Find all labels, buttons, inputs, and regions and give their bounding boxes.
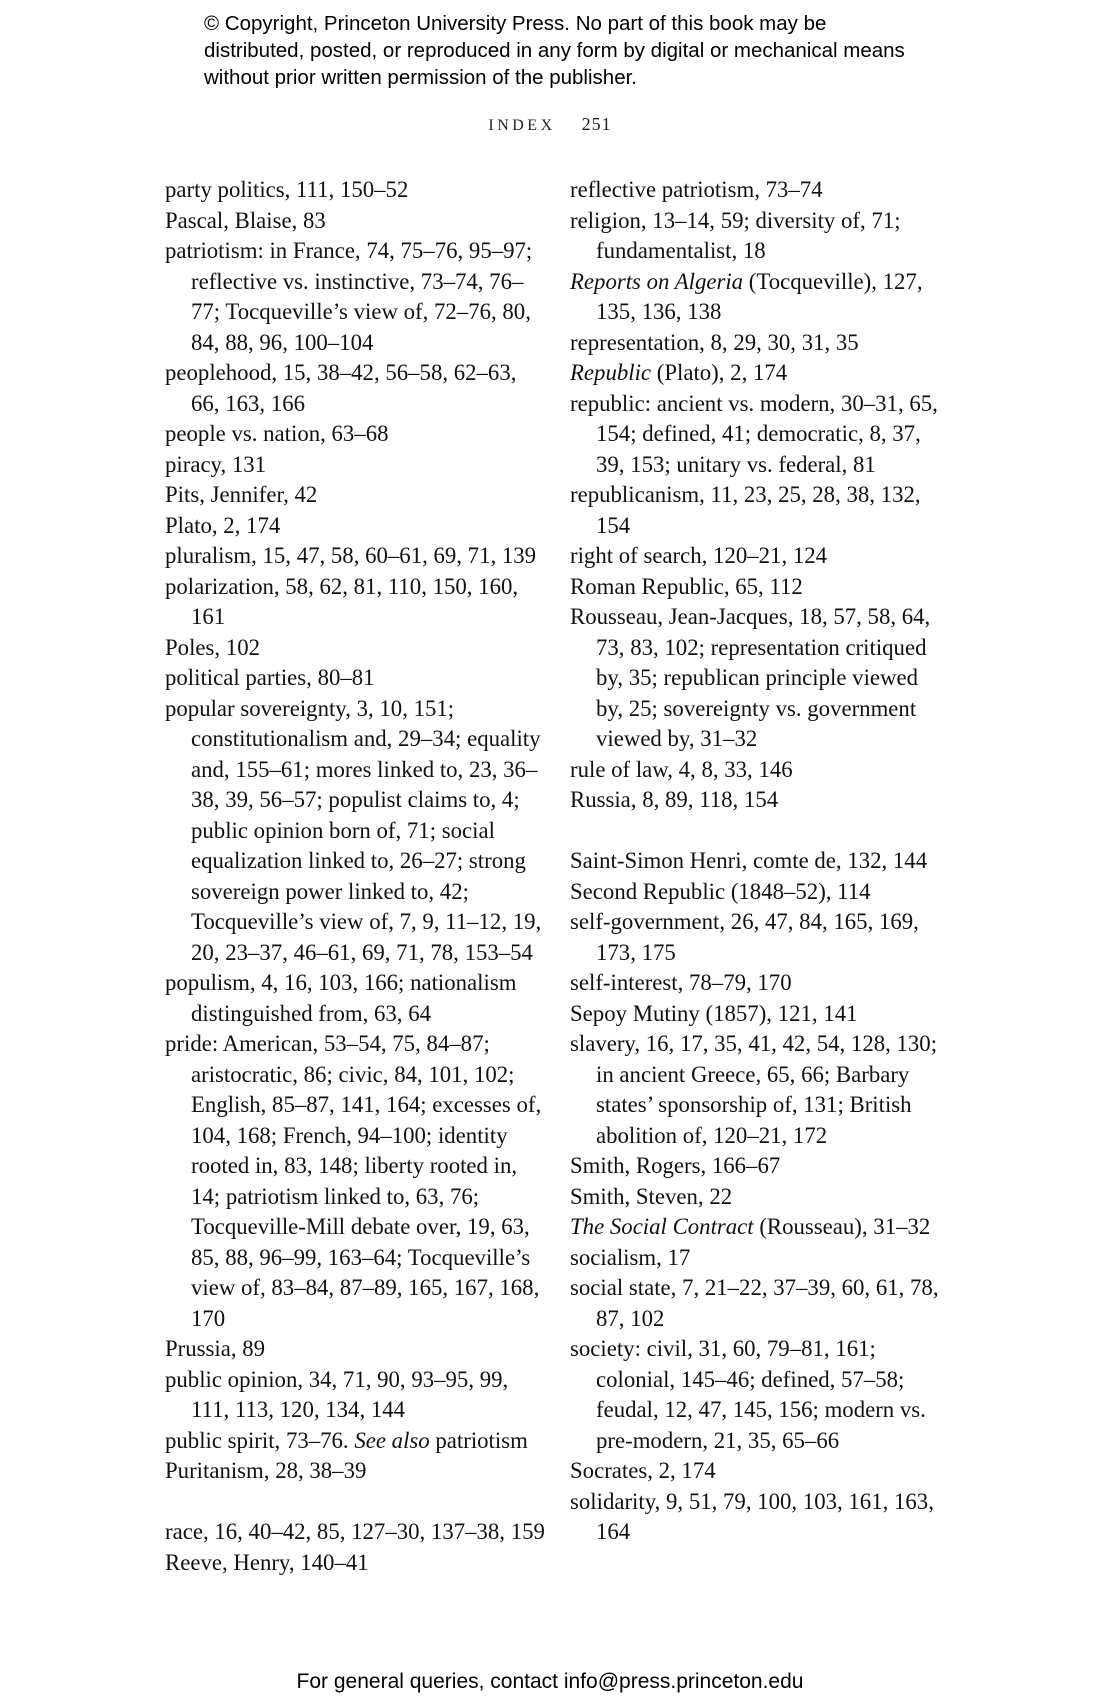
- index-entry: political parties, 80–81: [165, 665, 375, 690]
- index-entry: The Social Contract (Rousseau), 31–32: [570, 1214, 931, 1239]
- index-entry: Smith, Rogers, 166–67: [570, 1153, 781, 1178]
- index-entry: Pits, Jennifer, 42: [165, 482, 318, 507]
- index-entry: party politics, 111, 150–52: [165, 177, 409, 202]
- index-entry: representation, 8, 29, 30, 31, 35: [570, 329, 859, 355]
- index-entry: Republic (Plato), 2, 174: [570, 360, 788, 385]
- index-entry: popular sovereignty, 3, 10, 151; constitutionalism and, 29–34; equality and, 155–61; mores linked to, 23, 36–38, 39, 56–57; populist claims to, 4; public opinion born of, 71; social equalization linked to, 26–27; strong sovereign power linked to, 42; Tocqueville’s view of, 7, 9, 11–12, 19, 20, 23–37, 46–61, 69, 71, 78, 153–54: [165, 695, 542, 965]
- index-entry: Reeve, Henry, 140–41: [165, 1549, 369, 1575]
- index-entry: slavery, 16, 17, 35, 41, 42, 54, 128, 130; in ancient Greece, 65, 66; Barbary states’ sponsorship of, 131; British abolition of, 120–21, 172: [570, 1031, 938, 1148]
- index-entry: self-government, 26, 47, 84, 165, 169, 173, 175: [570, 909, 919, 965]
- index-entry: Plato, 2, 174: [165, 512, 281, 538]
- index-entry: Smith, Steven, 22: [570, 1183, 733, 1209]
- index-entry: public opinion, 34, 71, 90, 93–95, 99, 111, 113, 120, 134, 144: [165, 1366, 509, 1422]
- index-entry: self-interest, 78–79, 170: [570, 970, 792, 995]
- index-entry: people vs. nation, 63–68: [165, 421, 389, 446]
- section-gap: [165, 1487, 545, 1518]
- index-entry: Roman Republic, 65, 112: [570, 573, 803, 599]
- index-entry: right of search, 120–21, 124: [570, 543, 828, 568]
- footer-contact: For general queries, contact info@press.princeton.edu: [296, 1670, 804, 1693]
- index-entry: peoplehood, 15, 38–42, 56–58, 62–63, 66, 163, 166: [165, 360, 517, 416]
- index-entry: republicanism, 11, 23, 25, 28, 38, 132, 154: [570, 482, 921, 538]
- index-entry: populism, 4, 16, 103, 166; nationalism distinguished from, 63, 64: [165, 970, 517, 1026]
- index-column-right: [570, 175, 950, 1548]
- running-head-label: INDEX: [488, 117, 556, 134]
- index-entry: Saint-Simon Henri, comte de, 132, 144: [570, 848, 928, 873]
- index-entry: Rousseau, Jean-Jacques, 18, 57, 58, 64, 73, 83, 102; representation critiqued by, 35; republican principle viewed by, 25; sovereignty vs. government viewed by, 31–32: [570, 604, 931, 751]
- index-entry: Second Republic (1848–52), 114: [570, 878, 871, 904]
- index-entry: Poles, 102: [165, 634, 260, 660]
- index-entry: Reports on Algeria (Tocqueville), 127, 135, 136, 138: [570, 268, 923, 324]
- index-entry: socialism, 17: [570, 1244, 691, 1270]
- index-entry: Prussia, 89: [165, 1336, 266, 1361]
- index-entry: patriotism: in France, 74, 75–76, 95–97; reflective vs. instinctive, 73–74, 76–77; Tocqueville’s view of, 72–76, 80, 84, 88, 96, 100–104: [165, 238, 533, 355]
- section-gap: [570, 816, 950, 847]
- index-entry: pluralism, 15, 47, 58, 60–61, 69, 71, 139: [165, 543, 537, 568]
- index-entry: social state, 7, 21–22, 37–39, 60, 61, 78, 87, 102: [570, 1275, 939, 1331]
- index-entry: rule of law, 4, 8, 33, 146: [570, 756, 793, 782]
- index-entry: solidarity, 9, 51, 79, 100, 103, 161, 163, 164: [570, 1488, 934, 1544]
- index-entry: public spirit, 73–76. See also patriotism: [165, 1427, 528, 1453]
- index-entry: society: civil, 31, 60, 79–81, 161; colonial, 145–46; defined, 57–58; feudal, 12, 47, 145, 156; modern vs. pre-modern, 21, 35, 65–66: [570, 1336, 926, 1453]
- index-entry: reflective patriotism, 73–74: [570, 177, 823, 202]
- index-entry: race, 16, 40–42, 85, 127–30, 137–38, 159: [165, 1519, 545, 1544]
- running-head: [0, 114, 1100, 135]
- index-entry: Sepoy Mutiny (1857), 121, 141: [570, 1000, 858, 1026]
- page-number: 251: [581, 114, 612, 134]
- index-column-left: [165, 175, 545, 1578]
- index-entry: Pascal, Blaise, 83: [165, 207, 326, 233]
- index-entry: Russia, 8, 89, 118, 154: [570, 787, 779, 812]
- index-entry: republic: ancient vs. modern, 30–31, 65, 154; defined, 41; democratic, 8, 37, 39, 153; unitary vs. federal, 81: [570, 390, 938, 477]
- index-entry: Socrates, 2, 174: [570, 1458, 716, 1483]
- copyright-notice: © Copyright, Princeton University Press. No part of this book may be distributed, posted, or reproduced in any form by digital or mechanical means without prior written permission of the publisher.: [204, 12, 905, 89]
- index-entry: pride: American, 53–54, 75, 84–87; aristocratic, 86; civic, 84, 101, 102; English, 85–87, 141, 164; excesses of, 104, 168; French, 94–100; identity rooted in, 83, 148; liberty rooted in, 14; patriotism linked to, 63, 76; Tocqueville-Mill debate over, 19, 63, 85, 88, 96–99, 163–64; Tocqueville’s view of, 83–84, 87–89, 165, 167, 168, 170: [165, 1031, 542, 1331]
- index-entry: piracy, 131: [165, 451, 267, 477]
- index-entry: religion, 13–14, 59; diversity of, 71; fundamentalist, 18: [570, 207, 901, 263]
- index-entry: polarization, 58, 62, 81, 110, 150, 160, 161: [165, 573, 519, 629]
- index-entry: Puritanism, 28, 38–39: [165, 1458, 367, 1483]
